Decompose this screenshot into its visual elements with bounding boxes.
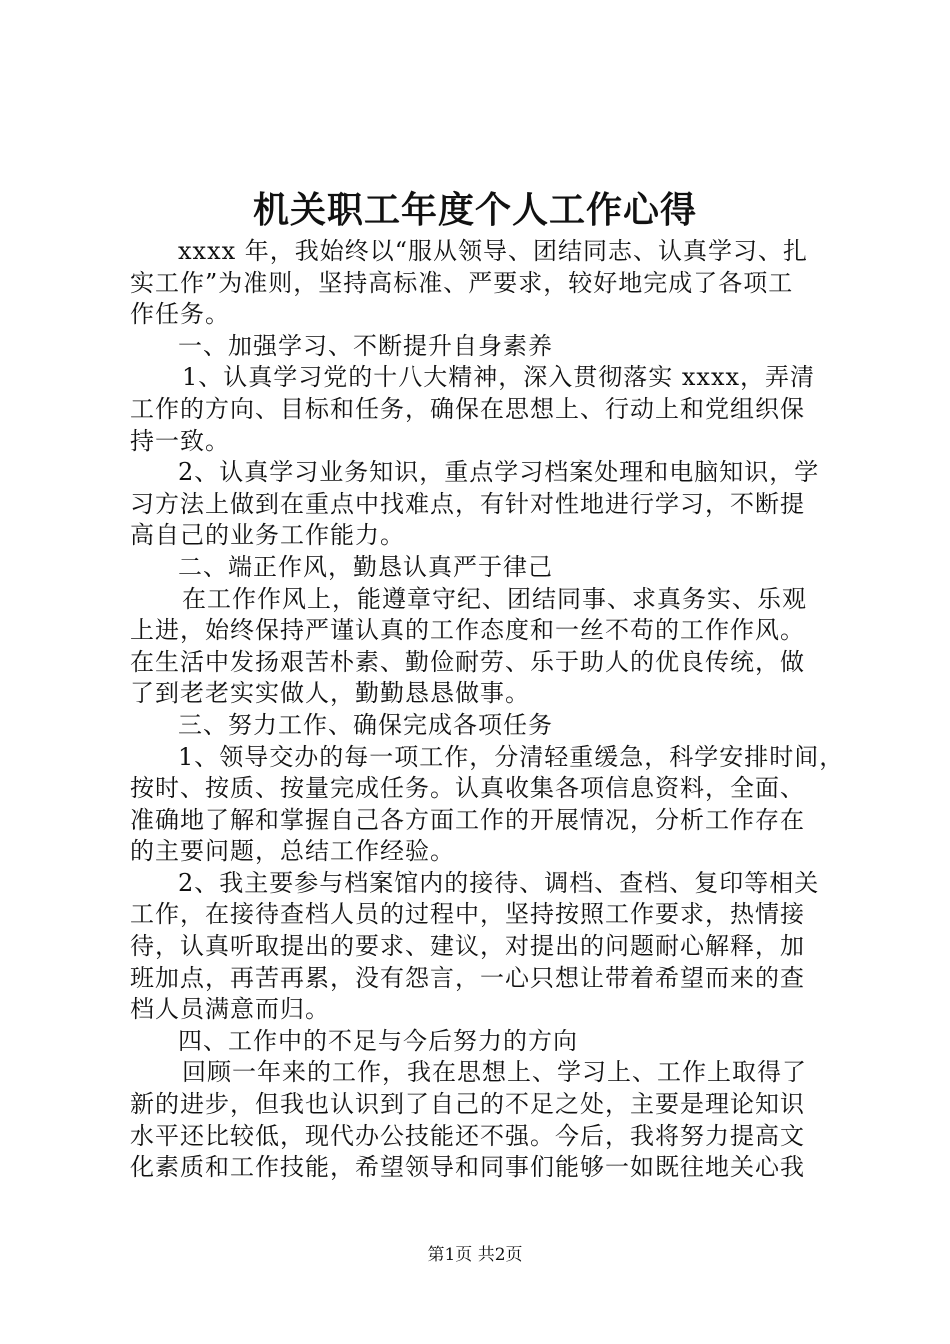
text-line: 工作，在接待查档人员的过程中，坚持按照工作要求，热情接 <box>130 900 805 929</box>
text-line: 在生活中发扬艰苦朴素、勤俭耐劳、乐于助人的优良传统，做 <box>130 647 805 676</box>
text-line: 班加点，再苦再累，没有怨言，一心只想让带着希望而来的查 <box>130 963 805 992</box>
page-footer: 第1页 共2页 <box>427 1245 523 1265</box>
text-line: 2、我主要参与档案馆内的接待、调档、查档、复印等相关 <box>178 868 820 897</box>
text-line: 回顾一年来的工作，我在思想上、学习上、工作上取得了 <box>182 1058 807 1087</box>
text-line: 了到老老实实做人，勤勤恳恳做事。 <box>130 679 530 708</box>
section-heading: 一、加强学习、不断提升自身素养 <box>178 331 553 360</box>
text-line: 1、认真学习党的十八大精神，深入贯彻落实 xxxx，弄清 <box>182 363 816 392</box>
text-line: 上进，始终保持严谨认真的工作态度和一丝不苟的工作作风。 <box>130 616 805 645</box>
text-line: 持一致。 <box>130 426 230 455</box>
text-line: 的主要问题，总结工作经验。 <box>130 837 455 866</box>
text-line: 工作的方向、目标和任务，确保在思想上、行动上和党组织保 <box>130 394 805 423</box>
text-line: 新的进步，但我也认识到了自己的不足之处，主要是理论知识 <box>130 1090 805 1119</box>
text-line: 实工作”为准则，坚持高标准、严要求，较好地完成了各项工 <box>130 268 794 297</box>
text-line: 习方法上做到在重点中找难点，有针对性地进行学习，不断提 <box>130 489 805 518</box>
text-line: 2、认真学习业务知识，重点学习档案处理和电脑知识，学 <box>178 458 820 487</box>
text-line: 高自己的业务工作能力。 <box>130 521 405 550</box>
text-line: 待，认真听取提出的要求、建议，对提出的问题耐心解释，加 <box>130 932 805 961</box>
text-line: 按时、按质、按量完成任务。认真收集各项信息资料，全面、 <box>130 774 805 803</box>
text-line: 水平还比较低，现代办公技能还不强。今后，我将努力提高文 <box>130 1121 805 1150</box>
document-title: 机关职工年度个人工作心得 <box>252 189 697 231</box>
text-line: 档人员满意而归。 <box>130 995 330 1024</box>
text-line: xxxx 年，我始终以“服从领导、团结同志、认真学习、扎 <box>178 237 809 265</box>
text-line: 在工作作风上，能遵章守纪、团结同事、求真务实、乐观 <box>182 584 807 613</box>
text-line: 作任务。 <box>130 300 230 329</box>
section-heading: 三、努力工作、确保完成各项任务 <box>178 710 553 739</box>
document-body <box>130 236 845 1184</box>
text-line: 准确地了解和掌握自己各方面工作的开展情况，分析工作存在 <box>130 805 805 834</box>
text-line: 1、领导交办的每一项工作，分清轻重缓急，科学安排时间， <box>178 742 845 771</box>
section-heading: 二、端正作风，勤恳认真严于律己 <box>178 552 553 581</box>
section-heading: 四、工作中的不足与今后努力的方向 <box>178 1026 578 1055</box>
text-line: 化素质和工作技能，希望领导和同事们能够一如既往地关心我 <box>130 1153 805 1182</box>
